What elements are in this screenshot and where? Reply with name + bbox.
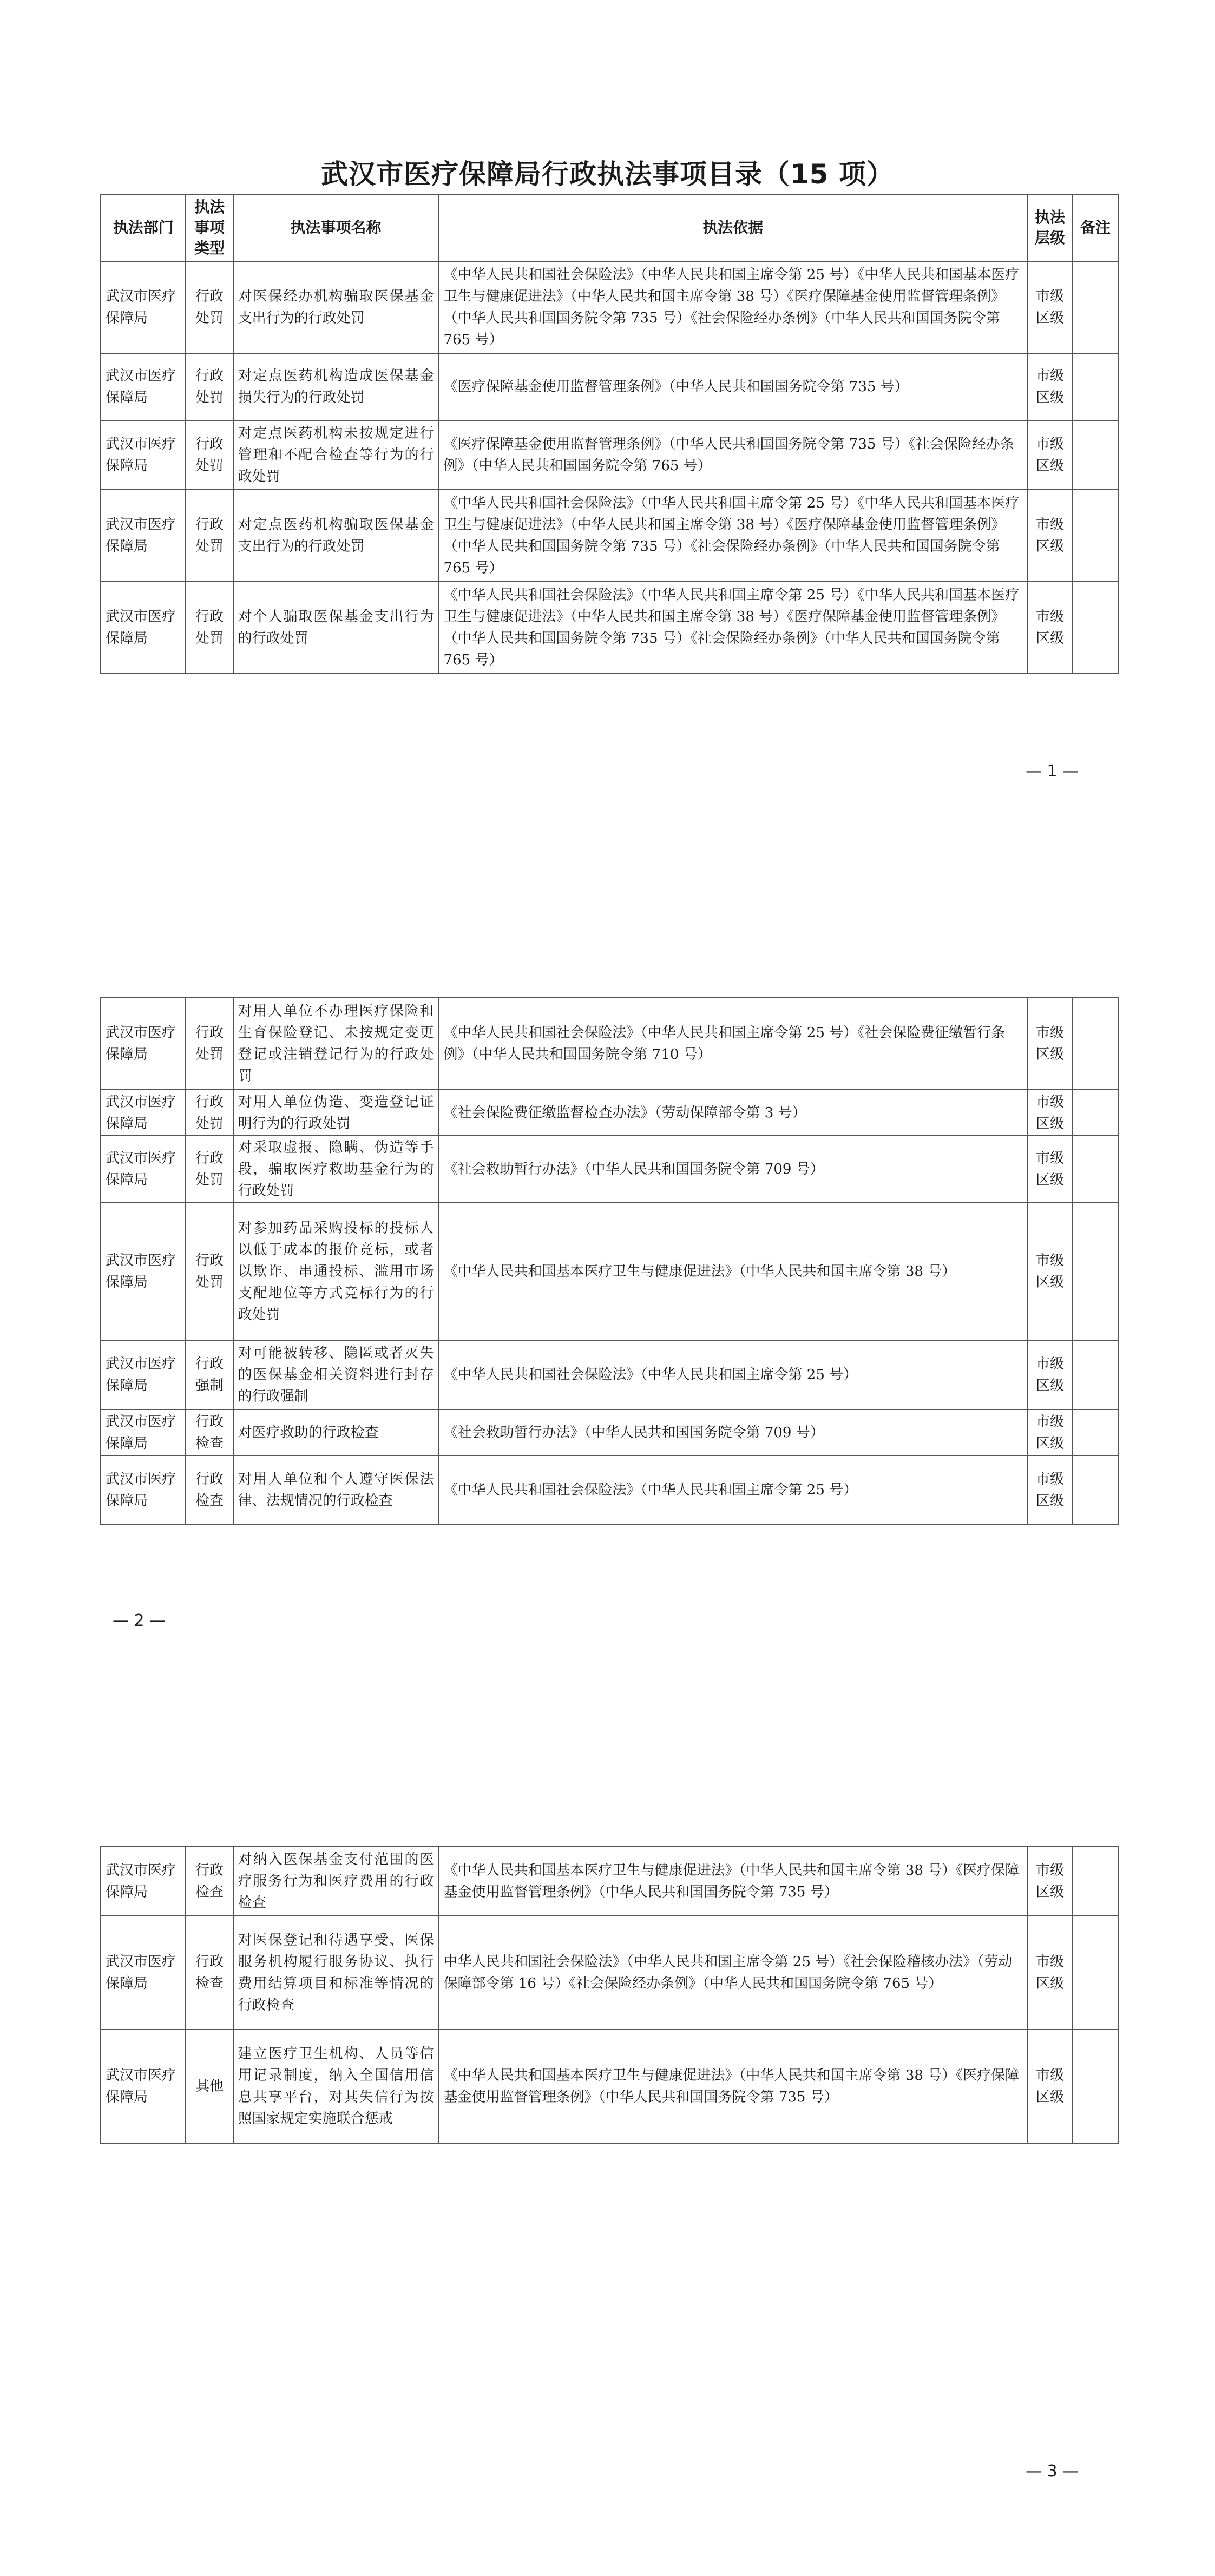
page-number-3: — 3 — <box>1026 2462 1079 2481</box>
cell-dept: 武汉市医疗保障局 <box>101 1090 186 1136</box>
table-body <box>101 1847 1118 2143</box>
cell-type: 行政强制 <box>186 1340 233 1409</box>
table-header-row <box>101 194 1118 261</box>
table-row <box>101 2030 1118 2143</box>
enforcement-table-page-1 <box>100 194 1119 674</box>
cell-note <box>1073 1409 1118 1455</box>
cell-note <box>1073 353 1118 420</box>
table-row <box>101 582 1118 674</box>
header-type: 执法事项类型 <box>186 194 233 261</box>
cell-level: 市级区级 <box>1027 1455 1073 1525</box>
cell-type: 行政检查 <box>186 1916 233 2030</box>
cell-basis: 《中华人民共和国社会保险法》（中华人民共和国主席令第 25 号）《中华人民共和国基本医疗卫生与健康促进法》（中华人民共和国主席令第 38 号）《医疗保障基金使用监督管理条例》（中华人民共和国国务院令第 735 号）《社会保险经办条例》（中华人民共和国国务院令第 765 号） <box>439 261 1027 353</box>
cell-type: 行政处罚 <box>186 261 233 353</box>
table-row <box>101 998 1118 1090</box>
cell-type: 行政处罚 <box>186 1090 233 1136</box>
cell-dept: 武汉市医疗保障局 <box>101 1203 186 1340</box>
cell-basis: 《医疗保障基金使用监督管理条例》（中华人民共和国国务院令第 735 号） <box>439 353 1027 420</box>
cell-note <box>1073 261 1118 353</box>
table-row <box>101 1409 1118 1455</box>
cell-name: 对采取虚报、隐瞒、伪造等手段，骗取医疗救助基金行为的行政处罚 <box>233 1136 439 1203</box>
header-level: 执法层级 <box>1027 194 1073 261</box>
cell-note <box>1073 1340 1118 1409</box>
cell-type: 行政处罚 <box>186 353 233 420</box>
cell-basis: 《社会救助暂行办法》（中华人民共和国国务院令第 709 号） <box>439 1136 1027 1203</box>
cell-note <box>1073 1916 1118 2030</box>
cell-type: 其他 <box>186 2030 233 2143</box>
table-row <box>101 1916 1118 2030</box>
header-dept: 执法部门 <box>101 194 186 261</box>
cell-dept: 武汉市医疗保障局 <box>101 1455 186 1525</box>
cell-level: 市级区级 <box>1027 1340 1073 1409</box>
cell-dept: 武汉市医疗保障局 <box>101 582 186 674</box>
cell-note <box>1073 420 1118 490</box>
cell-name: 对用人单位和个人遵守医保法律、法规情况的行政检查 <box>233 1455 439 1525</box>
table-row <box>101 1847 1118 1916</box>
enforcement-table-page-3 <box>100 1846 1119 2144</box>
cell-type: 行政处罚 <box>186 420 233 490</box>
cell-basis: 《中华人民共和国社会保险法》（中华人民共和国主席令第 25 号）《中华人民共和国基本医疗卫生与健康促进法》（中华人民共和国主席令第 38 号）《医疗保障基金使用监督管理条例》（中华人民共和国国务院令第 735 号）《社会保险经办条例》（中华人民共和国国务院令第 765 号） <box>439 490 1027 582</box>
cell-note <box>1073 1455 1118 1525</box>
cell-type: 行政处罚 <box>186 582 233 674</box>
cell-level: 市级区级 <box>1027 1090 1073 1136</box>
cell-level: 市级区级 <box>1027 1136 1073 1203</box>
table-row <box>101 1340 1118 1409</box>
cell-type: 行政检查 <box>186 1455 233 1525</box>
cell-level: 市级区级 <box>1027 998 1073 1090</box>
cell-level: 市级区级 <box>1027 261 1073 353</box>
cell-name: 对用人单位不办理医疗保险和生育保险登记、未按规定变更登记或注销登记行为的行政处罚 <box>233 998 439 1090</box>
table-row <box>101 1203 1118 1340</box>
cell-level: 市级区级 <box>1027 2030 1073 2143</box>
cell-name: 对个人骗取医保基金支出行为的行政处罚 <box>233 582 439 674</box>
cell-basis: 《中华人民共和国基本医疗卫生与健康促进法》（中华人民共和国主席令第 38 号）《医疗保障基金使用监督管理条例》（中华人民共和国国务院令第 735 号） <box>439 1847 1027 1916</box>
cell-name: 对可能被转移、隐匿或者灭失的医保基金相关资料进行封存的行政强制 <box>233 1340 439 1409</box>
cell-type: 行政检查 <box>186 1847 233 1916</box>
page-number-1: — 1 — <box>1026 762 1079 781</box>
cell-basis: 《中华人民共和国社会保险法》（中华人民共和国主席令第 25 号） <box>439 1455 1027 1525</box>
cell-dept: 武汉市医疗保障局 <box>101 490 186 582</box>
cell-name: 对定点医药机构未按规定进行管理和不配合检查等行为的行政处罚 <box>233 420 439 490</box>
table-row <box>101 1090 1118 1136</box>
table-body <box>101 998 1118 1525</box>
table-body <box>101 261 1118 674</box>
cell-basis: 《社会救助暂行办法》（中华人民共和国国务院令第 709 号） <box>439 1409 1027 1455</box>
cell-name: 对纳入医保基金支付范围的医疗服务行为和医疗费用的行政检查 <box>233 1847 439 1916</box>
cell-name: 对医保登记和待遇享受、医保服务机构履行服务协议、执行费用结算项目和标准等情况的行政检查 <box>233 1916 439 2030</box>
cell-name: 对医疗救助的行政检查 <box>233 1409 439 1455</box>
cell-basis: 《中华人民共和国基本医疗卫生与健康促进法》（中华人民共和国主席令第 38 号）《医疗保障基金使用监督管理条例》（中华人民共和国国务院令第 735 号） <box>439 2030 1027 2143</box>
cell-name: 对用人单位伪造、变造登记证明行为的行政处罚 <box>233 1090 439 1136</box>
cell-dept: 武汉市医疗保障局 <box>101 1340 186 1409</box>
cell-name: 建立医疗卫生机构、人员等信用记录制度，纳入全国信用信息共享平台，对其失信行为按照国家规定实施联合惩戒 <box>233 2030 439 2143</box>
cell-name: 对定点医药机构骗取医保基金支出行为的行政处罚 <box>233 490 439 582</box>
header-name: 执法事项名称 <box>233 194 439 261</box>
cell-basis: 《中华人民共和国社会保险法》（中华人民共和国主席令第 25 号）《中华人民共和国基本医疗卫生与健康促进法》（中华人民共和国主席令第 38 号）《医疗保障基金使用监督管理条例》（中华人民共和国国务院令第 735 号）《社会保险经办条例》（中华人民共和国国务院令第 765 号） <box>439 582 1027 674</box>
cell-note <box>1073 1090 1118 1136</box>
cell-dept: 武汉市医疗保障局 <box>101 420 186 490</box>
cell-name: 对参加药品采购投标的投标人以低于成本的报价竞标，或者以欺诈、串通投标、滥用市场支配地位等方式竞标行为的行政处罚 <box>233 1203 439 1340</box>
cell-level: 市级区级 <box>1027 1203 1073 1340</box>
cell-type: 行政处罚 <box>186 490 233 582</box>
cell-level: 市级区级 <box>1027 1916 1073 2030</box>
cell-dept: 武汉市医疗保障局 <box>101 1409 186 1455</box>
cell-note <box>1073 1203 1118 1340</box>
cell-type: 行政检查 <box>186 1409 233 1455</box>
cell-type: 行政处罚 <box>186 998 233 1090</box>
cell-basis: 《中华人民共和国社会保险法》（中华人民共和国主席令第 25 号） <box>439 1340 1027 1409</box>
cell-note <box>1073 998 1118 1090</box>
enforcement-table-page-2 <box>100 997 1119 1525</box>
table-row <box>101 353 1118 420</box>
cell-type: 行政处罚 <box>186 1136 233 1203</box>
cell-level: 市级区级 <box>1027 1847 1073 1916</box>
table-row <box>101 1136 1118 1203</box>
table-row <box>101 261 1118 353</box>
cell-basis: 《中华人民共和国社会保险法》（中华人民共和国主席令第 25 号）《社会保险费征缴暂行条例》（中华人民共和国国务院令第 710 号） <box>439 998 1027 1090</box>
table-row <box>101 490 1118 582</box>
cell-level: 市级区级 <box>1027 353 1073 420</box>
cell-note <box>1073 1847 1118 1916</box>
cell-basis: 《中华人民共和国基本医疗卫生与健康促进法》（中华人民共和国主席令第 38 号） <box>439 1203 1027 1340</box>
cell-dept: 武汉市医疗保障局 <box>101 261 186 353</box>
cell-note <box>1073 1136 1118 1203</box>
cell-basis: 《医疗保障基金使用监督管理条例》（中华人民共和国国务院令第 735 号）《社会保险经办条例》（中华人民共和国国务院令第 765 号） <box>439 420 1027 490</box>
cell-note <box>1073 2030 1118 2143</box>
cell-level: 市级区级 <box>1027 490 1073 582</box>
cell-dept: 武汉市医疗保障局 <box>101 1136 186 1203</box>
cell-level: 市级区级 <box>1027 1409 1073 1455</box>
cell-level: 市级区级 <box>1027 420 1073 490</box>
cell-basis: 中华人民共和国社会保险法》（中华人民共和国主席令第 25 号）《社会保险稽核办法》（劳动保障部令第 16 号）《社会保险经办条例》（中华人民共和国国务院令第 765 号） <box>439 1916 1027 2030</box>
cell-note <box>1073 490 1118 582</box>
cell-dept: 武汉市医疗保障局 <box>101 1916 186 2030</box>
page-number-2: — 2 — <box>113 1611 166 1630</box>
cell-name: 对医保经办机构骗取医保基金支出行为的行政处罚 <box>233 261 439 353</box>
cell-note <box>1073 582 1118 674</box>
cell-dept: 武汉市医疗保障局 <box>101 353 186 420</box>
cell-level: 市级区级 <box>1027 582 1073 674</box>
cell-dept: 武汉市医疗保障局 <box>101 998 186 1090</box>
header-note: 备注 <box>1073 194 1118 261</box>
table-row <box>101 420 1118 490</box>
table-row <box>101 1455 1118 1525</box>
cell-basis: 《社会保险费征缴监督检查办法》（劳动保障部令第 3 号） <box>439 1090 1027 1136</box>
document-title: 武汉市医疗保障局行政执法事项目录（15 项） <box>321 159 894 190</box>
header-basis: 执法依据 <box>439 194 1027 261</box>
cell-dept: 武汉市医疗保障局 <box>101 2030 186 2143</box>
cell-dept: 武汉市医疗保障局 <box>101 1847 186 1916</box>
cell-type: 行政处罚 <box>186 1203 233 1340</box>
cell-name: 对定点医药机构造成医保基金损失行为的行政处罚 <box>233 353 439 420</box>
